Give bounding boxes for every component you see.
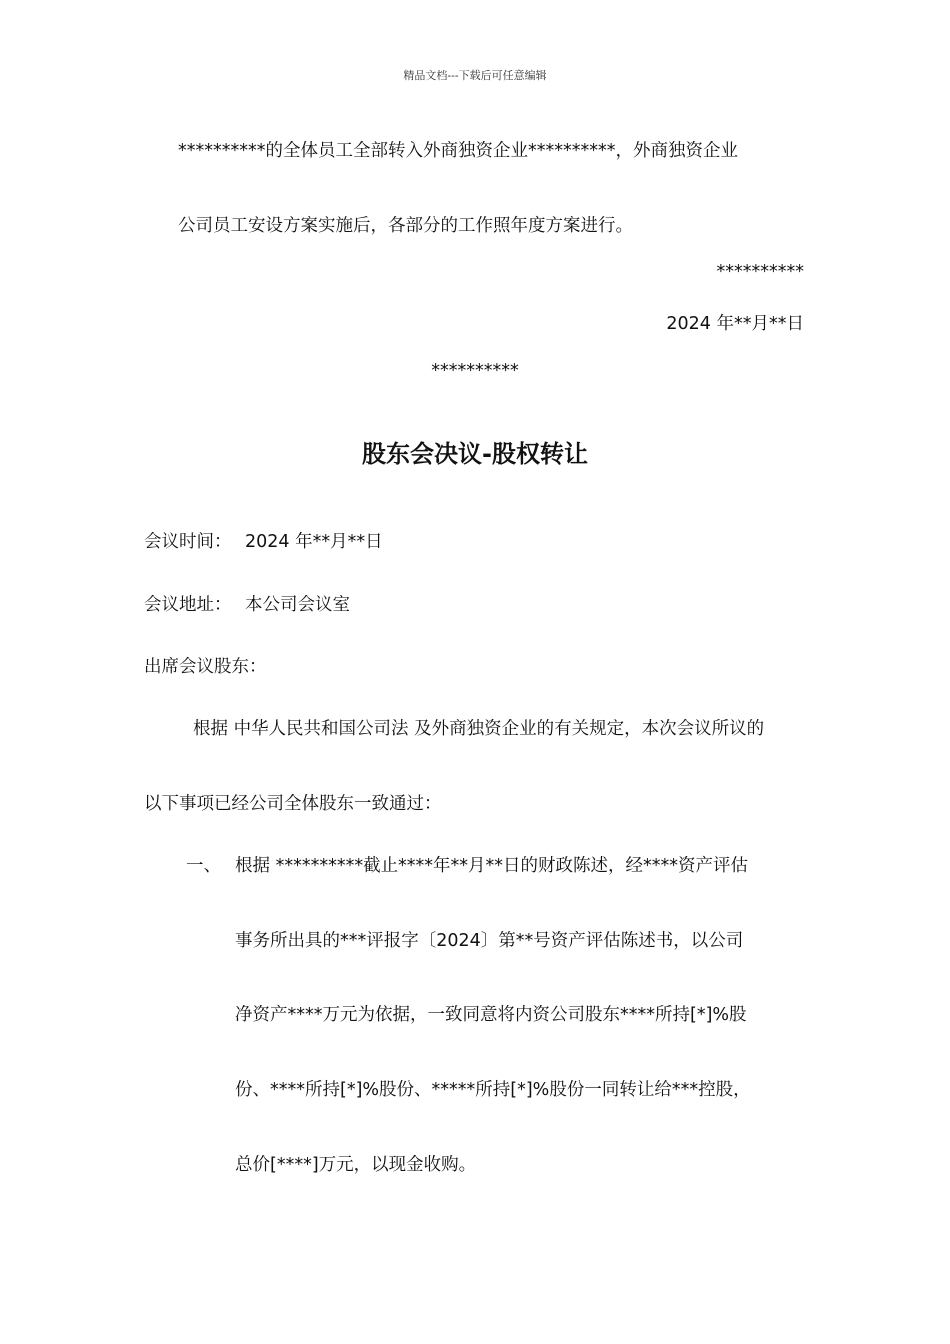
item-1-marker: 一、 (186, 856, 221, 876)
intro-line-1: 根据 中华人民共和国公司法 及外商独资企业的有关规定，本次会议所议的 (193, 719, 765, 739)
meeting-place-label: 会议地址： (144, 595, 232, 615)
prev-paragraph-line-1: **********的全体员工全部转入外商独资企业**********，外商独资企业 (178, 141, 738, 161)
item-1-line-2: 事务所出具的***评报字〔2024〕第**号资产评估陈述书，以公司 (235, 931, 744, 951)
item-1-line-3: 净资产****万元为依据，一致同意将内资公司股东****所持[*]%股 (235, 1005, 747, 1025)
item-1-line-1: 根据 **********截止****年**月**日的财政陈述，经****资产评估 (235, 856, 749, 876)
signature-date: 2024 年**月**日 (666, 314, 804, 334)
intro-line-2: 以下事项已经公司全体股东一致通过： (144, 794, 442, 814)
center-mark: ********** (431, 361, 519, 381)
meeting-time-label: 会议时间： (144, 532, 232, 552)
signature-company: ********** (716, 262, 804, 282)
item-1-line-5: 总价[****]万元，以现金收购。 (235, 1155, 477, 1175)
meeting-place-value: 本公司会议室 (245, 595, 350, 615)
document-title: 股东会决议-股权转让 (362, 440, 588, 468)
meeting-time-value: 2024 年**月**日 (245, 532, 383, 552)
attendees-label: 出席会议股东： (144, 657, 267, 677)
page-header-note: 精品文档---下载后可任意编辑 (403, 69, 547, 82)
item-1-line-4: 份、****所持[*]%股份、*****所持[*]%股份一同转让给***控股， (235, 1080, 751, 1100)
prev-paragraph-line-2: 公司员工安设方案实施后，各部分的工作照年度方案进行。 (178, 216, 633, 236)
